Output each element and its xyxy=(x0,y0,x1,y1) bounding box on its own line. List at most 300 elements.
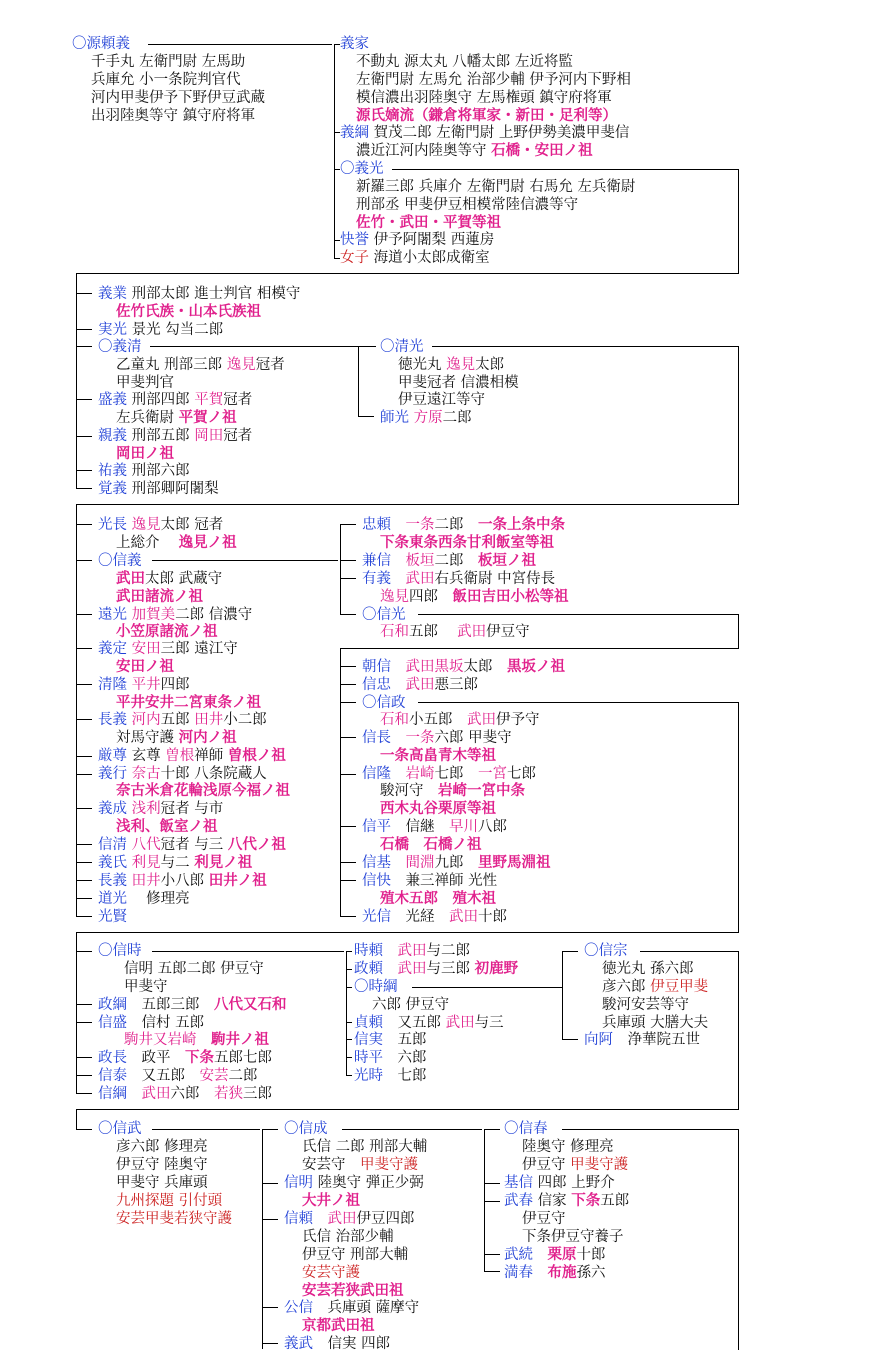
place-name: 武田黒坂 xyxy=(405,659,464,675)
place-name: 駒井又岩崎 xyxy=(124,1032,197,1048)
connector xyxy=(76,399,92,400)
person-note: 十郎 xyxy=(576,1247,606,1263)
person-row xyxy=(98,391,252,409)
connector xyxy=(262,1219,278,1220)
connector xyxy=(262,1129,278,1130)
person-name: 〇義清 xyxy=(98,339,142,355)
person-name: 公信 xyxy=(284,1300,313,1316)
person-note: 安芸守護 xyxy=(302,1265,360,1281)
person-note: 甲斐守 xyxy=(124,979,168,995)
person-note: 信実 四郎 xyxy=(327,1336,391,1352)
person-row xyxy=(362,908,507,926)
connector xyxy=(76,273,739,274)
person-name: 〇信政 xyxy=(362,695,406,711)
person-row xyxy=(340,231,494,249)
place-name: 武田 xyxy=(397,961,427,977)
clan-note: 田井ノ祖 xyxy=(208,873,267,889)
place-name: 安芸 xyxy=(199,1068,229,1084)
person-name: 厳尊 xyxy=(98,748,127,764)
person-note: 兼三禅師 光性 xyxy=(405,873,498,889)
person-note: 光経 xyxy=(405,909,435,925)
connector xyxy=(562,1129,738,1130)
connector xyxy=(76,1004,92,1005)
person-name: 義業 xyxy=(98,286,127,302)
person-note: 氏信 二郎 刑部大輔 xyxy=(302,1139,428,1155)
person-note: 五郎 xyxy=(397,1032,427,1048)
place-name: 安田 xyxy=(131,641,161,657)
person-name: 親義 xyxy=(98,428,127,444)
place-name: 武田 xyxy=(405,571,435,587)
place-name: 武田 xyxy=(141,1086,171,1102)
person-note: 新羅三郎 兵庫介 左衛門尉 右馬允 左兵衛尉 xyxy=(356,179,636,195)
person-note: 九州探題 引付頭 xyxy=(116,1193,223,1209)
clan-note: 平賀ノ祖 xyxy=(178,410,237,426)
person-name: 基信 xyxy=(504,1175,533,1191)
clan-note: 下条 xyxy=(185,1050,214,1066)
person-note: 刑部六郎 xyxy=(131,463,190,479)
connector xyxy=(340,614,356,615)
person-note: 太郎 xyxy=(475,357,505,373)
person-name: 武続 xyxy=(504,1247,533,1263)
connector xyxy=(738,169,739,273)
connector xyxy=(150,346,376,347)
person-name: 長義 xyxy=(98,712,127,728)
person-note: 三郎 xyxy=(243,1086,272,1102)
connector xyxy=(432,346,738,347)
person-note: 二郎 xyxy=(228,1068,258,1084)
clan-note: 飯田吉田小松等祖 xyxy=(452,589,569,605)
person-note: 左兵衛尉 xyxy=(116,410,174,426)
person-note: 模信濃出羽陸奥守 左馬権頭 鎮守府将軍 xyxy=(356,90,612,106)
person-note: 伊豆守 xyxy=(522,1157,566,1173)
person-note: 太郎 xyxy=(463,659,493,675)
person-note: 海道小太郎成衛室 xyxy=(373,250,490,266)
person-note: 五郎三郎 xyxy=(141,997,200,1013)
connector xyxy=(346,1075,352,1076)
clan-note: 栗原 xyxy=(547,1247,577,1263)
person-note: 冠者 与市 xyxy=(160,801,224,817)
place-name: 利見 xyxy=(131,855,161,871)
connector xyxy=(340,774,356,775)
person-name: 〇信義 xyxy=(98,553,142,569)
connector xyxy=(738,1129,739,1350)
connector xyxy=(262,1307,278,1308)
person-name: 〇信光 xyxy=(362,607,406,623)
person-note: 千手丸 左衛門尉 左馬助 xyxy=(91,54,246,70)
person-name: 〇信成 xyxy=(284,1121,328,1137)
person-row xyxy=(362,658,565,676)
clan-note: 一条上条中条 xyxy=(478,517,565,533)
person-name: 信頼 xyxy=(284,1211,313,1227)
place-name: 逸見 xyxy=(226,357,256,373)
connector xyxy=(76,293,92,294)
connector xyxy=(76,560,92,561)
person-row xyxy=(98,872,267,890)
place-name: 武田 xyxy=(449,909,478,925)
person-row xyxy=(116,729,237,747)
place-name: 一宮 xyxy=(478,766,507,782)
person-note: 景光 勾当二郎 xyxy=(131,322,224,338)
clan-note: 西木丸谷栗原等祖 xyxy=(380,801,496,817)
person-name: 義定 xyxy=(98,641,127,657)
person-note: 八郎 xyxy=(478,819,507,835)
connector xyxy=(484,1129,485,1271)
person-row xyxy=(98,854,252,872)
clan-note: 大井ノ祖 xyxy=(302,1193,360,1209)
person-name: 信泰 xyxy=(98,1068,127,1084)
person-note: 刑部卿阿闍梨 xyxy=(131,481,219,497)
person-name: 〇信時 xyxy=(98,943,142,959)
clan-note: 安田ノ祖 xyxy=(116,659,174,675)
connector xyxy=(76,648,92,649)
person-note: 浄華院五世 xyxy=(627,1032,700,1048)
person-note: 五郎 xyxy=(409,624,438,640)
connector xyxy=(346,1039,352,1040)
person-note: 伊予阿闍梨 西蓮房 xyxy=(373,232,495,248)
connector xyxy=(76,470,92,471)
person-name: 信盛 xyxy=(98,1015,127,1031)
person-row xyxy=(98,1049,272,1067)
clan-note: 奈古米倉花輪浅原今福ノ祖 xyxy=(116,783,290,799)
place-name: 河内 xyxy=(131,712,161,728)
person-row xyxy=(284,1210,415,1228)
person-name: 覚義 xyxy=(98,481,127,497)
person-note: 兵庫頭 薩摩守 xyxy=(327,1300,420,1316)
person-note: 兵庫允 小一条院判官代 xyxy=(91,72,241,88)
person-name: 義成 xyxy=(98,801,127,817)
clan-note: 岡田ノ祖 xyxy=(116,446,174,462)
person-name: 盛義 xyxy=(98,392,127,408)
person-row xyxy=(98,1067,258,1085)
clan-note: 逸見ノ祖 xyxy=(178,535,237,551)
person-note: 又五郎 xyxy=(141,1068,185,1084)
person-note: 小八郎 xyxy=(160,873,205,889)
person-name: 〇時綱 xyxy=(354,979,398,995)
person-note: 禅師 xyxy=(194,748,224,764)
person-name: 清隆 xyxy=(98,677,127,693)
person-row xyxy=(380,890,496,908)
person-note: 甲斐守護 xyxy=(360,1157,418,1173)
person-note: 七郎 xyxy=(397,1068,427,1084)
person-note: 四郎 xyxy=(409,589,438,605)
person-row xyxy=(354,1049,427,1067)
person-row xyxy=(362,570,555,588)
place-name: 武田 xyxy=(445,1015,475,1031)
person-name: 〇清光 xyxy=(380,339,424,355)
connector xyxy=(738,614,739,648)
person-note: 二郎 xyxy=(434,553,464,569)
person-note: 安芸守 xyxy=(302,1157,346,1173)
place-name: 板垣 xyxy=(405,553,435,569)
connector xyxy=(76,346,92,347)
connector xyxy=(640,951,738,952)
person-name: 信快 xyxy=(362,873,391,889)
person-note: 駿河安芸等守 xyxy=(602,997,689,1013)
place-name: 田井 xyxy=(194,712,224,728)
connector xyxy=(76,488,92,489)
person-note: 与二 xyxy=(160,855,190,871)
person-name: 忠頼 xyxy=(362,517,391,533)
person-note: 甲斐冠者 信濃相模 xyxy=(398,375,519,391)
person-name: 〇信武 xyxy=(98,1121,142,1137)
person-name: 時平 xyxy=(354,1050,383,1066)
person-note: 乙童丸 刑部三郎 xyxy=(116,357,223,373)
person-note: 五郎 xyxy=(160,712,190,728)
person-row xyxy=(354,960,518,978)
person-name: 実光 xyxy=(98,322,127,338)
clan-note: 殖木五郎 xyxy=(380,891,438,907)
person-note: 伊豆四郎 xyxy=(356,1211,415,1227)
connector xyxy=(418,614,738,615)
person-name: 信隆 xyxy=(362,766,391,782)
place-name: 間淵 xyxy=(405,855,435,871)
person-row xyxy=(116,356,285,374)
person-note: 左衛門尉 左馬允 治部少輔 伊予河内下野相 xyxy=(356,72,631,88)
clan-note: 曽根ノ祖 xyxy=(227,748,286,764)
connector xyxy=(262,1183,278,1184)
person-note: 右兵衛尉 中宮侍長 xyxy=(434,571,556,587)
clan-note: 下条東条西条甘利飯室等祖 xyxy=(380,535,554,551)
person-row xyxy=(98,890,190,908)
connector xyxy=(76,1075,92,1076)
person-note: 三郎 遠江守 xyxy=(160,641,238,657)
person-name: 義行 xyxy=(98,766,127,782)
connector xyxy=(76,1109,739,1110)
person-row xyxy=(98,1014,204,1032)
person-note: 伊豆遠江等守 xyxy=(398,392,485,408)
person-name: 女子 xyxy=(340,250,369,266)
place-name: 平賀 xyxy=(194,392,224,408)
person-note: 四郎 上野介 xyxy=(537,1175,615,1191)
clan-note: 河内ノ祖 xyxy=(178,730,237,746)
clan-note: 里野馬淵祖 xyxy=(478,855,551,871)
clan-note: 源氏嫡流（鎌倉将軍家・新田・足利等） xyxy=(356,108,617,124)
clan-note: 武田諸流ノ祖 xyxy=(116,589,203,605)
person-row xyxy=(302,1156,418,1174)
connector xyxy=(346,969,352,970)
person-row xyxy=(380,836,482,854)
person-row xyxy=(362,765,536,783)
person-name: 政頼 xyxy=(354,961,383,977)
person-row xyxy=(98,800,223,818)
connector xyxy=(392,169,738,170)
person-note: 上総介 xyxy=(116,535,160,551)
person-name: 長義 xyxy=(98,873,127,889)
person-row xyxy=(284,1335,390,1353)
connector xyxy=(152,1129,260,1130)
person-row xyxy=(380,409,472,427)
connector xyxy=(340,578,356,579)
place-name: 早川 xyxy=(449,819,478,835)
connector xyxy=(340,666,356,667)
clan-note: 安芸若狭武田祖 xyxy=(302,1283,404,1299)
person-name: 師光 xyxy=(380,410,409,426)
person-row xyxy=(98,462,190,480)
connector xyxy=(148,44,332,45)
connector xyxy=(334,44,335,258)
person-note: 陸奥守 修理亮 xyxy=(522,1139,614,1155)
person-row xyxy=(362,854,551,872)
clan-note: 八代ノ祖 xyxy=(227,837,286,853)
person-name: 光信 xyxy=(362,909,391,925)
person-note: 信村 五郎 xyxy=(141,1015,205,1031)
person-row xyxy=(98,1085,272,1103)
person-name: 〇源頼義 xyxy=(72,36,130,52)
connector xyxy=(340,826,356,827)
person-note: 陸奥守 弾正少弼 xyxy=(317,1175,424,1191)
connector xyxy=(340,524,341,614)
place-name: 岩崎 xyxy=(405,766,435,782)
person-row xyxy=(98,516,223,534)
person-row xyxy=(504,1264,606,1282)
place-name: 逸見 xyxy=(380,589,409,605)
person-note: 六郎 xyxy=(170,1086,200,1102)
person-note: 伊豆守 刑部大輔 xyxy=(302,1247,409,1263)
person-name: 信基 xyxy=(362,855,391,871)
connector xyxy=(418,702,738,703)
person-note: 彦六郎 修理亮 xyxy=(116,1139,208,1155)
place-name: 曽根 xyxy=(165,748,195,764)
person-note: 政平 xyxy=(141,1050,171,1066)
person-name: 祐義 xyxy=(98,463,127,479)
person-row xyxy=(340,124,629,142)
person-row xyxy=(380,588,569,606)
person-row xyxy=(354,1031,427,1049)
person-note: 七郎 xyxy=(507,766,536,782)
person-name: 信綱 xyxy=(98,1086,127,1102)
person-note: 六郎 伊豆守 xyxy=(372,997,450,1013)
clan-note: 石橋 xyxy=(380,837,409,853)
person-name: 兼信 xyxy=(362,553,391,569)
person-row xyxy=(98,711,267,729)
connector xyxy=(76,844,92,845)
person-row xyxy=(380,711,540,729)
person-note: 刑部丞 甲斐伊豆相模常陸信濃等守 xyxy=(356,197,579,213)
person-name: 〇信春 xyxy=(504,1121,548,1137)
person-note: 信継 xyxy=(405,819,435,835)
connector xyxy=(340,862,356,863)
person-name: 光賢 xyxy=(98,909,127,925)
person-row xyxy=(284,1299,419,1317)
person-row xyxy=(98,285,300,303)
place-name: 岡田 xyxy=(194,428,224,444)
person-note: 十郎 八条院蔵人 xyxy=(160,766,267,782)
connector xyxy=(484,1271,500,1272)
place-name: 加賀美 xyxy=(131,607,176,623)
connector xyxy=(340,524,356,525)
connector xyxy=(76,951,92,952)
person-name: 朝信 xyxy=(362,659,391,675)
person-name: 義綱 xyxy=(340,125,369,141)
person-name: 貞頼 xyxy=(354,1015,383,1031)
connector xyxy=(340,684,356,685)
person-row xyxy=(602,978,708,996)
connector xyxy=(340,560,356,561)
person-name: 光時 xyxy=(354,1068,383,1084)
place-name: 若狭 xyxy=(214,1086,243,1102)
person-name: 義家 xyxy=(340,36,369,52)
clan-note: 佐竹氏族・山本氏族祖 xyxy=(116,304,261,320)
connector xyxy=(76,1129,92,1130)
place-name: 一条 xyxy=(405,730,435,746)
connector xyxy=(358,346,359,416)
person-name: 政綱 xyxy=(98,997,127,1013)
clan-note: 黒坂ノ祖 xyxy=(507,659,565,675)
person-row xyxy=(98,480,219,498)
connector xyxy=(346,1022,352,1023)
connector xyxy=(76,329,92,330)
connector xyxy=(346,1057,352,1058)
connector xyxy=(738,346,739,504)
person-note: 与三郎 xyxy=(426,961,470,977)
place-name: 逸見 xyxy=(446,357,476,373)
connector xyxy=(76,1057,92,1058)
person-row xyxy=(124,1031,269,1049)
person-note: 悪三郎 xyxy=(434,677,478,693)
person-note: 六郎 xyxy=(397,1050,427,1066)
connector xyxy=(562,951,578,952)
person-note: 二郎 xyxy=(434,517,464,533)
connector xyxy=(412,987,562,988)
clan-note: 平井安井二宮東条ノ祖 xyxy=(116,695,261,711)
person-row xyxy=(116,409,237,427)
connector xyxy=(76,504,739,505)
person-note: 小二郎 xyxy=(223,712,267,728)
person-name: 信平 xyxy=(362,819,391,835)
connector xyxy=(152,560,338,561)
connector xyxy=(738,702,739,932)
clan-note: 京都武田祖 xyxy=(302,1318,375,1334)
clan-note: 利見ノ祖 xyxy=(194,855,253,871)
person-row xyxy=(116,534,237,552)
person-note: 冠者 xyxy=(223,428,253,444)
person-name: 政長 xyxy=(98,1050,127,1066)
connector xyxy=(76,504,77,916)
person-note: 賀茂二郎 左衛門尉 上野伊勢美濃甲斐信 xyxy=(373,125,630,141)
connector xyxy=(484,1201,500,1202)
connector xyxy=(76,614,92,615)
place-name: 武田 xyxy=(467,712,496,728)
connector xyxy=(76,524,92,525)
person-row xyxy=(362,729,512,747)
connector xyxy=(262,1343,278,1344)
person-note: 下条伊豆守養子 xyxy=(522,1229,624,1245)
person-note: 兵庫頭 大膳大夫 xyxy=(602,1015,709,1031)
person-note: 五郎 xyxy=(600,1193,630,1209)
person-note: 冠者 xyxy=(255,357,285,373)
person-row xyxy=(354,1067,427,1085)
person-note: 伊豆甲斐 xyxy=(650,979,709,995)
person-note: 四郎 xyxy=(160,677,190,693)
person-note: 太郎 冠者 xyxy=(160,517,224,533)
person-note: 信明 五郎二郎 伊豆守 xyxy=(124,961,264,977)
person-name: 武春 xyxy=(504,1193,533,1209)
person-note: 七郎 xyxy=(434,766,464,782)
person-note: 又五郎 xyxy=(397,1015,441,1031)
person-name: 有義 xyxy=(362,571,391,587)
person-note: 伊豆守 xyxy=(522,1211,566,1227)
connector xyxy=(340,880,356,881)
clan-note: 石橋ノ祖 xyxy=(423,837,482,853)
person-row xyxy=(362,818,507,836)
person-note: 甲斐判官 xyxy=(116,375,174,391)
connector xyxy=(340,648,739,649)
person-row xyxy=(354,942,470,960)
person-note: 太郎 武蔵守 xyxy=(145,571,223,587)
clan-note: 浅利、飯室ノ祖 xyxy=(116,819,218,835)
connector xyxy=(76,916,92,917)
person-row xyxy=(98,640,238,658)
